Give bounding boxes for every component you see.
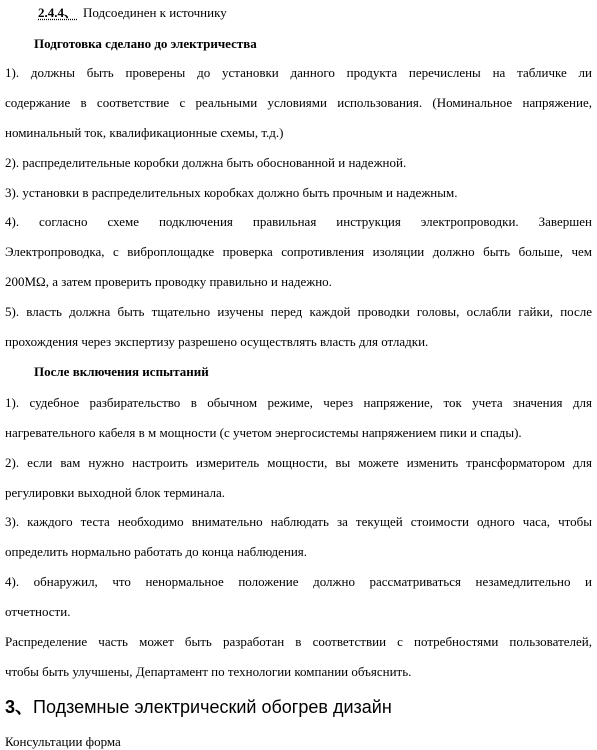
paragraph-line: отчетности. xyxy=(5,604,71,619)
paragraph-line: нагревательного кабеля в м мощности (с учетом энергосистемы напряжением пики и спады). xyxy=(5,425,522,440)
section-title: Подсоединен к источнику xyxy=(83,5,227,20)
paragraph-line: регулировки выходной блок терминала. xyxy=(5,485,226,500)
subheading-after-power-on: После включения испытаний xyxy=(34,364,209,379)
paragraph-line: 1). судебное разбирательство в обычном режиме, через напряжение, ток учета значения для xyxy=(5,395,592,410)
paragraph-line: 3). каждого теста необходимо внимательно наблюдать за текущей стоимости одного часа, чтобы xyxy=(5,514,592,529)
paragraph-line: 200MΩ, а затем проверить проводку правильно и надежно. xyxy=(5,274,332,289)
paragraph-line: 3). установки в распределительных коробках должно быть прочным и надежным. xyxy=(5,185,458,200)
consultation-form-label: Консультации форма xyxy=(5,734,121,749)
paragraph-line: 1). должны быть проверены до установки данного продукта перечислены на табличке ли xyxy=(5,65,592,80)
section-number: 3、 xyxy=(5,697,34,717)
paragraph-line: 4). согласно схеме подключения правильная инструкция электропроводки. Завершен xyxy=(5,214,592,229)
paragraph-line: Распределение часть может быть разработан в соответствии с потребностями пользователей, xyxy=(5,634,592,649)
paragraph-line: 2). если вам нужно настроить измеритель мощности, вы можете изменить трансформатором для xyxy=(5,455,592,470)
paragraph-line: Электропроводка, с виброплощадке проверка сопротивления изоляции должно быть больше, чем xyxy=(5,244,592,259)
section-heading-2-4-4 xyxy=(38,5,227,21)
subheading-preparation: Подготовка сделано до электричества xyxy=(34,36,257,51)
paragraph-line: 2). распределительные коробки должна быть обоснованной и надежной. xyxy=(5,155,407,170)
paragraph-line: 4). обнаружил, что ненормальное положение должно рассматриваться незамедлительно и xyxy=(5,574,592,589)
section-number: 2.4.4、 xyxy=(38,5,78,20)
paragraph-line: чтобы быть улучшены, Департамент по технологии компании объяснить. xyxy=(5,664,412,679)
paragraph-line: прохождения через экспертизу разрешено осуществлять власть для отладки. xyxy=(5,334,429,349)
paragraph-line: номинальный ток, квалификационные схемы, т.д.) xyxy=(5,125,284,140)
paragraph-line: содержание в соответствие с реальными условиями использования. (Номинальное напряжение, xyxy=(5,95,592,110)
section-title: Подземные электрический обогрев дизайн xyxy=(33,697,392,717)
paragraph-line: определить нормально работать до конца наблюдения. xyxy=(5,544,308,559)
paragraph-line: 5). власть должна быть тщательно изучены перед каждой проводки головы, ослабли гайки, после xyxy=(5,304,592,319)
section-heading-3 xyxy=(5,696,392,718)
